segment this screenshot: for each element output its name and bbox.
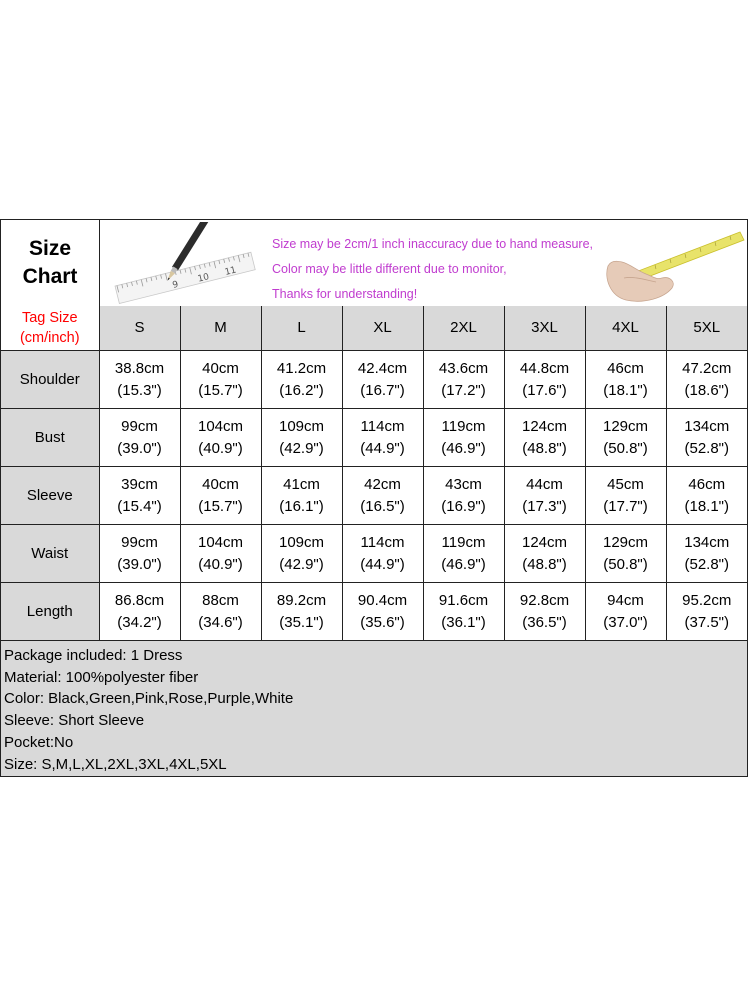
measurement-cell — [585, 351, 666, 409]
inch-value: (52.8") — [684, 439, 729, 457]
row-label: Waist — [1, 525, 99, 583]
measurement-cell — [423, 525, 504, 583]
cm-value: 94cm — [607, 591, 644, 609]
inch-value: (18.1") — [684, 497, 729, 515]
info-package: Package included: 1 Dress — [4, 647, 183, 664]
size-l: L — [261, 306, 342, 351]
cm-value: 119cm — [441, 417, 486, 435]
ruler-mark-9: 9 — [171, 279, 180, 291]
inch-value: (16.1") — [279, 497, 324, 515]
size-3xl: 3XL — [504, 306, 585, 351]
row-label: Shoulder — [1, 351, 99, 409]
cm-value: 42cm — [364, 475, 401, 493]
tape-measure-hand-icon — [600, 226, 745, 304]
row-label: Bust — [1, 409, 99, 467]
measurement-cell — [504, 583, 585, 641]
size-4xl: 4XL — [585, 306, 666, 351]
inch-value: (17.2") — [441, 381, 486, 399]
measure-banner — [100, 220, 747, 306]
inch-value: (52.8") — [684, 555, 729, 573]
cm-value: 39cm — [121, 475, 158, 493]
cm-value: 41.2cm — [276, 359, 327, 377]
size-s: S — [99, 306, 180, 351]
inch-value: (37.5") — [684, 613, 729, 631]
info-color: Color: Black,Green,Pink,Rose,Purple,White — [4, 690, 294, 708]
measurement-cell — [99, 525, 180, 583]
measurement-cell — [342, 351, 423, 409]
inch-value: (46.9") — [441, 439, 486, 457]
inch-value: (42.9") — [279, 439, 324, 457]
measurement-cell — [99, 467, 180, 525]
cm-value: 92.8cm — [519, 591, 570, 609]
cm-value: 134cm — [684, 533, 730, 551]
inch-value: (16.7") — [360, 381, 405, 399]
inch-value: (39.0") — [117, 439, 162, 457]
inch-value: (17.6") — [522, 381, 567, 399]
ruler-pencil-icon — [106, 222, 256, 306]
ruler-mark-10: 10 — [196, 272, 211, 285]
cm-value: 90.4cm — [357, 591, 408, 609]
table-row — [1, 467, 747, 525]
note-line-3: Thanks for understanding! — [272, 287, 418, 301]
table-row — [1, 351, 747, 409]
cm-value: 124cm — [521, 533, 568, 551]
measurement-cell — [666, 525, 747, 583]
title-line-1: Size — [28, 237, 72, 260]
inch-value: (40.9") — [198, 439, 243, 457]
measurement-cell — [180, 583, 261, 641]
measurement-cell — [666, 467, 747, 525]
measurement-cell — [585, 583, 666, 641]
inch-value: (18.1") — [603, 381, 648, 399]
cm-value: 124cm — [521, 417, 568, 435]
inch-value: (34.6") — [198, 613, 243, 631]
info-material: Material: 100%polyester fiber — [4, 668, 199, 686]
inch-value: (42.9") — [279, 555, 324, 573]
measurement-cell — [504, 409, 585, 467]
cm-value: 41cm — [283, 475, 320, 493]
size-xl: XL — [342, 306, 423, 351]
inch-value: (15.7") — [198, 381, 243, 399]
inch-value: (15.3") — [117, 381, 162, 399]
inch-value: (50.8") — [603, 439, 648, 457]
cm-value: 134cm — [684, 417, 730, 435]
cm-value: 42.4cm — [357, 359, 408, 377]
cm-value: 114cm — [360, 533, 405, 551]
inch-value: (36.1") — [441, 613, 486, 631]
measurement-cell — [261, 467, 342, 525]
cm-value: 88cm — [202, 591, 239, 609]
measurement-cell — [423, 583, 504, 641]
info-sleeve: Sleeve: Short Sleeve — [4, 712, 145, 730]
measurement-cell — [504, 351, 585, 409]
cm-value: 40cm — [202, 359, 239, 377]
measurement-cell — [99, 351, 180, 409]
cm-value: 44cm — [526, 475, 563, 493]
cm-value: 46cm — [607, 359, 644, 377]
measurement-cell — [423, 467, 504, 525]
size-table — [1, 306, 747, 641]
size-2xl: 2XL — [423, 306, 504, 351]
inch-value: (16.5") — [360, 497, 405, 515]
title-line-2: Chart — [22, 265, 78, 288]
inch-value: (48.8") — [522, 555, 567, 573]
ruler-mark-11: 11 — [223, 265, 238, 278]
measurement-cell — [585, 409, 666, 467]
cm-value: 43cm — [445, 475, 482, 493]
cm-value: 40cm — [202, 475, 239, 493]
cm-value: 129cm — [602, 533, 649, 551]
measurement-cell — [180, 467, 261, 525]
info-pocket: Pocket:No — [4, 733, 74, 751]
measurement-cell — [342, 467, 423, 525]
size-m: M — [180, 306, 261, 351]
cm-value: 46cm — [688, 475, 726, 493]
cm-value: 89.2cm — [276, 591, 327, 609]
measurement-cell — [585, 467, 666, 525]
cm-value: 104cm — [197, 533, 244, 551]
measurement-cell — [342, 583, 423, 641]
measurement-cell — [261, 583, 342, 641]
measurement-cell — [342, 409, 423, 467]
inch-value: (18.6") — [684, 381, 729, 399]
inch-value: (44.9") — [360, 439, 405, 457]
cm-value: 47.2cm — [682, 359, 732, 377]
note-line-2: Color may be little different due to monitor, — [272, 262, 507, 276]
cm-value: 109cm — [278, 417, 325, 435]
measurement-cell — [423, 351, 504, 409]
measurement-cell — [261, 409, 342, 467]
inch-value: (16.9") — [441, 497, 486, 515]
measurement-notes — [272, 232, 593, 306]
measurement-cell — [180, 525, 261, 583]
table-row — [1, 525, 747, 583]
inch-value: (17.7") — [603, 497, 648, 515]
measurement-rows — [1, 351, 747, 641]
inch-value: (35.6") — [360, 613, 405, 631]
measurement-cell — [261, 525, 342, 583]
table-row — [1, 583, 747, 641]
product-info — [1, 640, 747, 776]
cm-value: 129cm — [602, 417, 649, 435]
cm-value: 38.8cm — [114, 359, 165, 377]
measurement-cell — [666, 583, 747, 641]
inch-value: (15.4") — [117, 497, 162, 515]
tag-size-label: Tag Size (cm/inch) — [1, 306, 99, 351]
inch-value: (50.8") — [603, 555, 648, 573]
cm-value: 43.6cm — [438, 359, 489, 377]
inch-value: (34.2") — [117, 613, 162, 631]
cm-value: 99cm — [121, 533, 158, 551]
inch-value: (35.1") — [279, 613, 324, 631]
info-size: Size: S,M,L,XL,2XL,3XL,4XL,5XL — [4, 755, 227, 773]
measurement-cell — [504, 467, 585, 525]
measurement-cell — [261, 351, 342, 409]
measurement-cell — [180, 351, 261, 409]
inch-value: (16.2") — [279, 381, 324, 399]
row-label: Length — [1, 583, 99, 641]
chart-header — [1, 220, 747, 307]
inch-value: (46.9") — [441, 555, 486, 573]
cm-value: 44.8cm — [519, 359, 570, 377]
measurement-cell — [342, 525, 423, 583]
cm-value: 86.8cm — [114, 591, 165, 609]
measurement-cell — [99, 583, 180, 641]
inch-value: (39.0") — [117, 555, 162, 573]
cm-value: 91.6cm — [438, 591, 489, 609]
size-header-row — [1, 306, 747, 351]
inch-value: (40.9") — [198, 555, 243, 573]
cm-value: 119cm — [441, 533, 486, 551]
cm-value: 114cm — [360, 417, 405, 435]
inch-value: (37.0") — [603, 613, 648, 631]
measurement-cell — [666, 409, 747, 467]
size-chart — [0, 219, 748, 777]
inch-value: (36.5") — [522, 613, 567, 631]
table-row — [1, 409, 747, 467]
row-label: Sleeve — [1, 467, 99, 525]
cm-value: 95.2cm — [682, 591, 732, 609]
size-chart-title — [1, 220, 100, 306]
inch-value: (17.3") — [522, 497, 567, 515]
measurement-cell — [504, 525, 585, 583]
inch-value: (48.8") — [522, 439, 567, 457]
cm-value: 99cm — [121, 417, 158, 435]
inch-value: (44.9") — [360, 555, 405, 573]
measurement-cell — [585, 525, 666, 583]
note-line-1: Size may be 2cm/1 inch inaccuracy due to hand measure, — [272, 237, 594, 251]
measurement-cell — [423, 409, 504, 467]
cm-value: 109cm — [278, 533, 325, 551]
measurement-cell — [180, 409, 261, 467]
cm-value: 45cm — [607, 475, 644, 493]
inch-value: (15.7") — [198, 497, 243, 515]
measurement-cell — [99, 409, 180, 467]
size-5xl: 5XL — [666, 306, 747, 351]
cm-value: 104cm — [197, 417, 244, 435]
measurement-cell — [666, 351, 747, 409]
